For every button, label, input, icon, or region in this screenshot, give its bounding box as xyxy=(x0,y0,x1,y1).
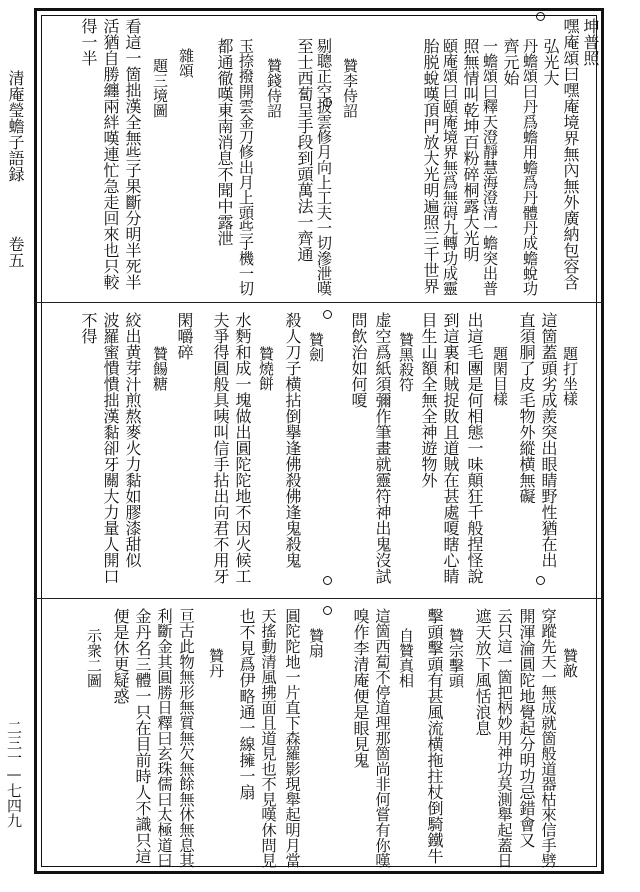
section-heading: 贊敵 xyxy=(561,648,579,678)
text-column: 夫爭得圓般具咦叫信手拈出向君不用牙 xyxy=(211,312,230,584)
section-heading: 題閑目樣 xyxy=(491,346,509,406)
text-column: 穿蹤先天一無成就箇般道器枯來信手劈 xyxy=(539,608,557,868)
text-column: 圓陀陀地一片直下森羅影現舉起明月當 xyxy=(283,608,301,868)
text-column: 這箇西蔔不停道理那箇尚非何嘗有你嘆 xyxy=(373,608,391,868)
text-column: 弘光大 xyxy=(541,38,560,86)
text-column: 便是休更疑惑 xyxy=(111,608,130,704)
text-column: 嘿庵頌曰嘿庵境界無內無外廣納包容含 xyxy=(561,18,580,290)
section-heading: 贊餳糖 xyxy=(151,346,169,391)
text-column: 亘古此物無形無質無欠無餘無休無息其 xyxy=(177,608,195,868)
text-column: 云只這一箇把柄妙用神功莫測舉起蓋日 xyxy=(495,608,513,868)
section-heading: 贊劍 xyxy=(307,332,325,362)
text-column: 水麪和成一塊做出圓陀陀地不因火候工 xyxy=(233,312,252,584)
text-column: 得一半 xyxy=(79,18,98,66)
section-heading: 贊扇 xyxy=(307,628,325,658)
text-column: 殺人刀子横拈倒擧逢佛殺佛逢鬼殺鬼 xyxy=(283,312,302,568)
text-column: 虚空爲紙須彌作筆畫就靈符神出鬼沒試 xyxy=(373,312,392,584)
text-column: 活猶自勝纏兩絆嘆連忙急走回來也只較 xyxy=(101,18,120,290)
text-column: 遮天放下風恬浪息 xyxy=(473,608,492,736)
text-column: 利斷金其圓勝日釋曰玄珠儒曰太極道曰 xyxy=(155,608,173,868)
circle-mark xyxy=(536,12,545,21)
section-heading: 贊李侍詔 xyxy=(341,58,359,118)
circle-mark xyxy=(323,606,332,615)
volume-label: 卷五 xyxy=(6,236,25,268)
text-column: 直須胴了皮毛物外縱横無礙 xyxy=(517,312,536,504)
section-heading: 雜頌 xyxy=(177,48,195,78)
section-heading: 示衆二圖 xyxy=(85,628,103,688)
book-title-margin: 清庵瑩蟾子語録 xyxy=(6,70,25,182)
text-column: 問飲治如何嗄 xyxy=(349,312,368,408)
text-column: 目生山額全無全神遊物外 xyxy=(419,312,438,488)
text-column: 丹蟾頌曰丹爲蟾用蟾爲丹體丹成蟾蛻功 xyxy=(521,38,539,297)
text-column: 天搖動清風拂面且道見也不見嘆休問見 xyxy=(259,608,277,868)
section-heading: 題打坐樣 xyxy=(561,346,579,406)
section-heading: 自贊真相 xyxy=(397,628,415,688)
circle-mark xyxy=(536,576,545,585)
page-number: 二三一—七四九 xyxy=(5,720,23,828)
block-divider-1 xyxy=(36,302,603,303)
text-column: 不得 xyxy=(79,312,98,344)
text-column: 金丹名三體一只在目前時人不識只這 xyxy=(133,608,152,864)
text-column: 至士西蔔呈手段到頭萬法一齊通 xyxy=(295,38,314,262)
section-heading: 贊宗擊頭 xyxy=(447,628,465,688)
text-column: 嗅作李清庵便是眼見鬼 xyxy=(351,608,370,768)
text-column: 胎脱蛻嘆頂門放大光明遍照三千世界 xyxy=(421,38,440,294)
text-column: 擊頭擊頭有甚風流横拖拄杖倒騎鐵牛 xyxy=(425,608,444,864)
section-heading: 贊燒餅 xyxy=(257,346,275,391)
block-divider-2 xyxy=(36,598,603,599)
circle-mark xyxy=(323,576,332,585)
circle-mark xyxy=(323,310,332,319)
text-column: 看這一箇拙漢全無些子果斷分明半死半 xyxy=(123,18,142,290)
text-column: 玉捺撥開雲金刀修出月上頭些子機一切 xyxy=(237,38,255,297)
text-column: 這箇蓋頭劣成羨突出眼睛野性猶在出 xyxy=(539,312,558,568)
text-column: 到這裏和賊捉敗且道賊在甚處嗄瞎心睛 xyxy=(441,312,460,584)
text-column: 波羅蜜憒憒拙漢黏卻牙關大力量人開口 xyxy=(101,312,120,584)
text-column: 一蟾頌曰釋天澄靜慧海澄清一蟾突出普 xyxy=(481,38,499,297)
text-column: 出這毛團是何相態一味顛狂千般捏怪說 xyxy=(465,312,484,584)
section-heading: 題三境圖 xyxy=(151,58,169,118)
text-column: 也不見爲伊略通一線擁一扇 xyxy=(237,608,256,800)
text-column: 剔聰正空披雲修月向上工夫一切滲泄嘆 xyxy=(315,38,333,297)
text-column: 絞出黄芽汁煎熬麥火力黏如膠漆甜似 xyxy=(123,312,142,568)
text-column: 齊元始 xyxy=(501,38,520,86)
text-column: 都通徹嘆東南消息不聞中露泄 xyxy=(215,38,234,246)
text-column: 頤庵頌曰頤庵境界無爲無碍九轉功成靈 xyxy=(441,38,459,297)
text-column: 閑嚼碎 xyxy=(175,312,194,360)
text-column: 照無情叫乾坤百粉碎桐露大光明 xyxy=(461,38,480,262)
text-column: 坤普照 xyxy=(581,18,600,66)
text-column: 開渾淪圓陀地覺起分明功忌錯會又 xyxy=(517,608,536,848)
section-heading: 贊丹 xyxy=(207,648,225,678)
section-heading: 贊黑殺符 xyxy=(397,332,415,392)
section-heading: 贊錢侍詔 xyxy=(265,58,283,118)
